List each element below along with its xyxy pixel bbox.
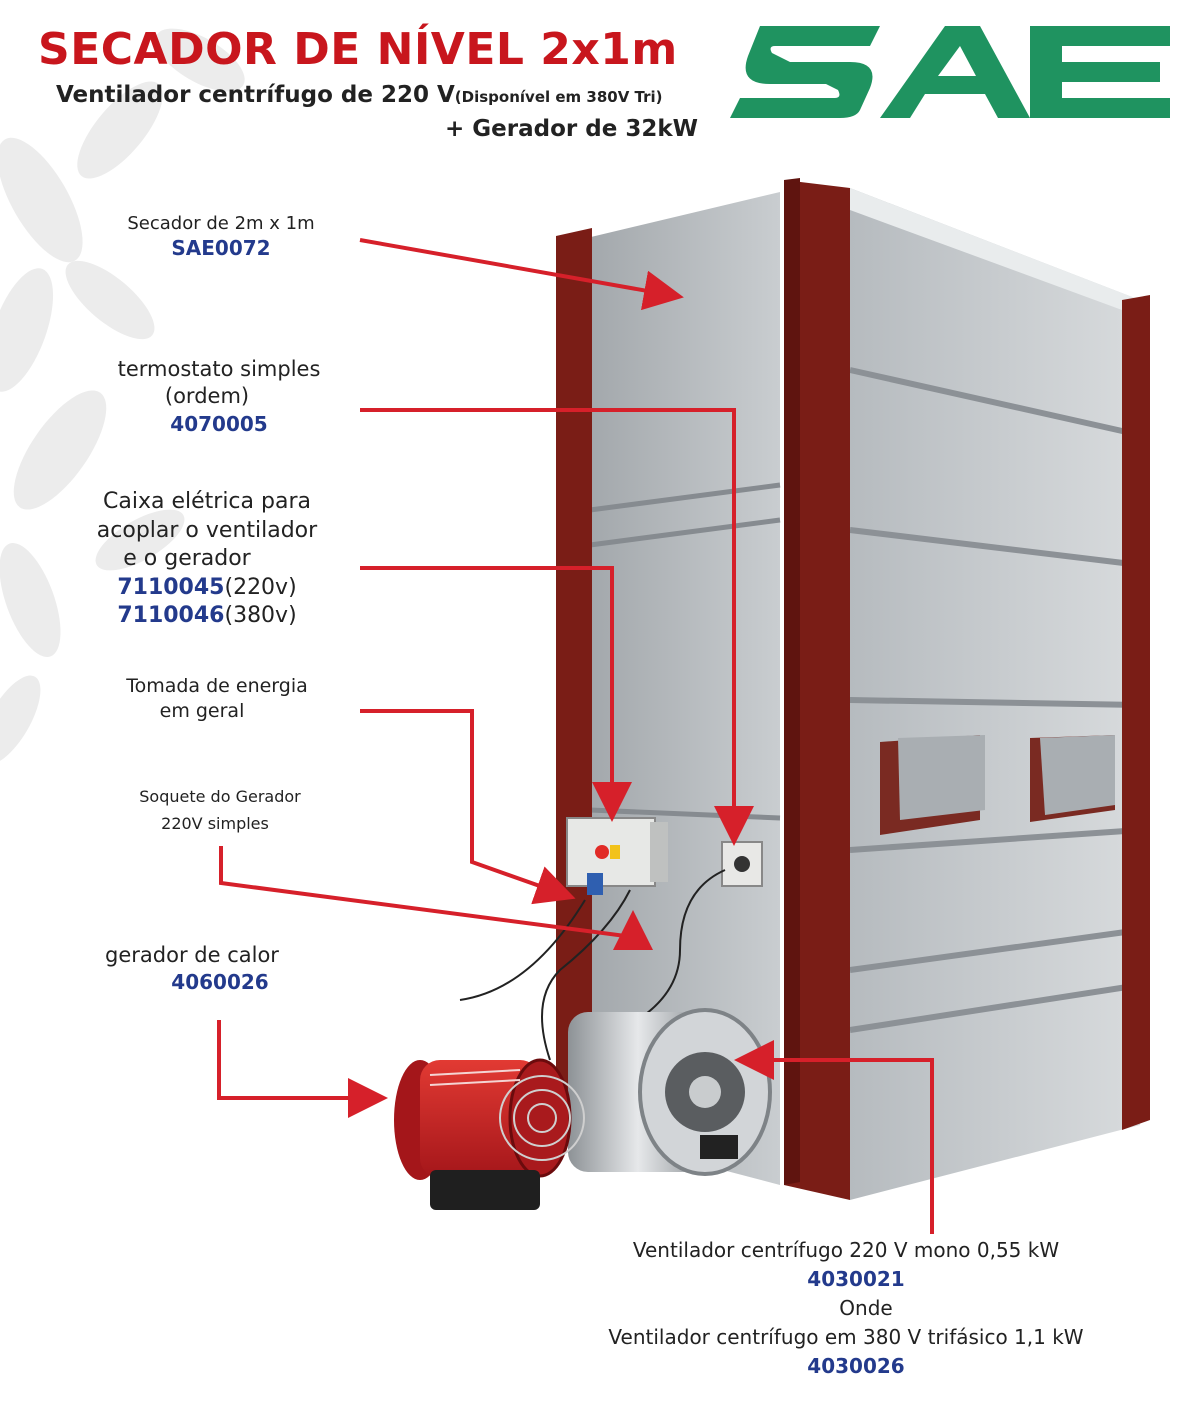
subtitle-main: Ventilador centrífugo de 220 V (56, 82, 455, 108)
label-tomada-line1: Tomada de energia (126, 675, 308, 697)
label-caixa-line3: e o gerador (123, 546, 251, 572)
label-termostato-code: 4070005 (170, 411, 268, 436)
label-termostato-text: termostato simples (117, 357, 321, 381)
label-gerador-code: 4060026 (171, 970, 269, 995)
label-termostato (96, 356, 342, 437)
page-subtitle-line2: + Gerador de 32kW (445, 116, 698, 142)
label-ventilador-code1: 4030021 (807, 1267, 905, 1291)
label-soquete-line2: 220V simples (161, 813, 269, 833)
label-caixa (84, 488, 330, 631)
page-subtitle (56, 82, 663, 108)
page-title: SECADOR DE NÍVEL 2x1m (38, 24, 678, 75)
label-ventilador-line3: Ventilador centrífugo em 380 V trifásico 1,1 kW (608, 1325, 1084, 1349)
label-caixa-suffix1: (220v) (224, 574, 297, 600)
label-ventilador-line1: Ventilador centrífugo 220 V mono 0,55 kW (632, 1238, 1060, 1262)
subtitle-note: (Disponível em 380V Tri) (454, 88, 663, 106)
label-secador (108, 212, 334, 261)
label-caixa-suffix2: (380v) (224, 603, 297, 629)
label-tomada (104, 674, 330, 723)
label-ventilador (586, 1236, 1146, 1381)
label-soquete (110, 787, 330, 835)
label-gerador-text: gerador de calor (105, 943, 279, 967)
label-secador-text: Secador de 2m x 1m (127, 213, 315, 234)
label-gerador (92, 942, 292, 995)
dryer-photo (380, 170, 1180, 1230)
label-secador-code: SAE0072 (171, 236, 271, 261)
label-caixa-line2: acoplar o ventilador (96, 517, 318, 543)
label-termostato-note: (ordem) (164, 384, 250, 409)
label-caixa-code1: 7110045 (117, 574, 225, 600)
sae-logo (730, 26, 1170, 118)
label-soquete-line1: Soquete do Gerador (139, 787, 301, 806)
label-caixa-line1: Caixa elétrica para (103, 489, 311, 514)
label-ventilador-line2: Onde (839, 1296, 893, 1320)
arrow-gerador (219, 1020, 380, 1098)
label-caixa-code2: 7110046 (117, 603, 225, 629)
label-ventilador-code2: 4030026 (807, 1354, 905, 1378)
label-tomada-line2: em geral (159, 699, 245, 722)
